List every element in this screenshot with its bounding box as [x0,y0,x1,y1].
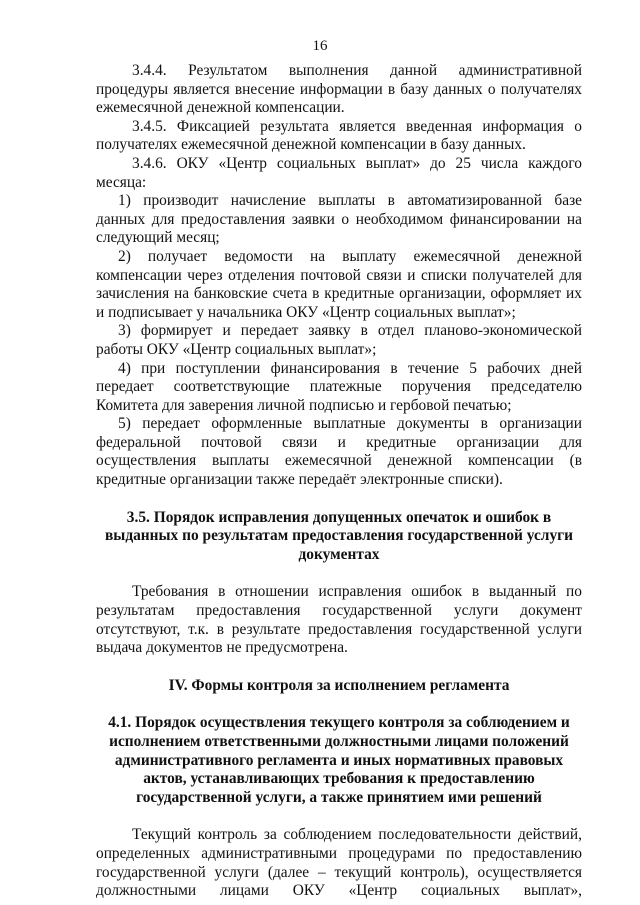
section-heading-4-1: 4.1. Порядок осуществления текущего контроля за соблюдением и исполнением ответственными должностными лицами положений административного регламента и иных нормативных правовых актов, устанавливающих требования к предоставлению государственной услуги, а также принятием ими решений [108,714,570,806]
paragraph-3-4-6: 3.4.6. ОКУ «Центр социальных выплат» до 25 числа каждого месяца: [96,154,582,191]
list-item-4: 4) при поступлении финансирования в течение 5 рабочих дней передает соответствующие платежные поручения председателю Комитета для заверения личной подписью и гербовой печатью; [96,359,582,414]
list-item-5: 5) передает оформленные выплатные документы в организации федеральной почтовой связи и кредитные организации для осуществления выплаты ежемесячной денежной компенсации (в кредитные организации также передаёт электронные списки). [96,415,582,489]
spacer [96,807,582,826]
section-heading-3-5: 3.5. Порядок исправления допущенных опечаток и ошибок в выданных по результатам предоставления государственной услуги документах [105,508,573,563]
paragraph-3-5: Требования в отношении исправления ошибок в выданный по результатам предоставления государственной услуги документ отсутствуют, т.к. в результате предоставления государственной услуги выдача документов не предусмотрена. [96,583,582,657]
spacer [96,564,582,583]
list-item-1: 1) производит начисление выплаты в автоматизированной базе данных для предоставления заявки о необходимом финансировании на следующий месяц; [96,192,582,247]
paragraph-4-1: Текущий контроль за соблюдением последовательности действий, определенных административными процедурами по предоставлению государственной услуги (далее – текущий контроль), осуществляется должностными лицами ОКУ «Центр социальных выплат», [96,826,582,900]
section-heading-iv: IV. Формы контроля за исполнением регламента [168,676,510,694]
list-item-2: 2) получает ведомости на выплату ежемесячной денежной компенсации через отделения почтовой связи и списки получателей для зачисления на банковские счета в кредитные организации, оформляет их и подписывает у начальника ОКУ «Центр социальных выплат»; [96,247,582,321]
paragraph-3-4-4: 3.4.4. Результатом выполнения данной административной процедуры является внесение информации в базу данных о получателях ежемесячной денежной компенсации. [96,62,582,117]
paragraph-3-4-5: 3.4.5. Фиксацией результата является введенная информация о получателях ежемесячной денежной компенсации в базу данных. [96,117,582,154]
list-item-3: 3) формирует и передает заявку в отдел планово-экономической работы ОКУ «Центр социальных выплат»; [96,322,582,358]
spacer [96,490,582,509]
spacer [96,658,582,677]
spacer [96,695,582,714]
page-number: 16 [312,38,328,54]
document-body [96,62,582,901]
